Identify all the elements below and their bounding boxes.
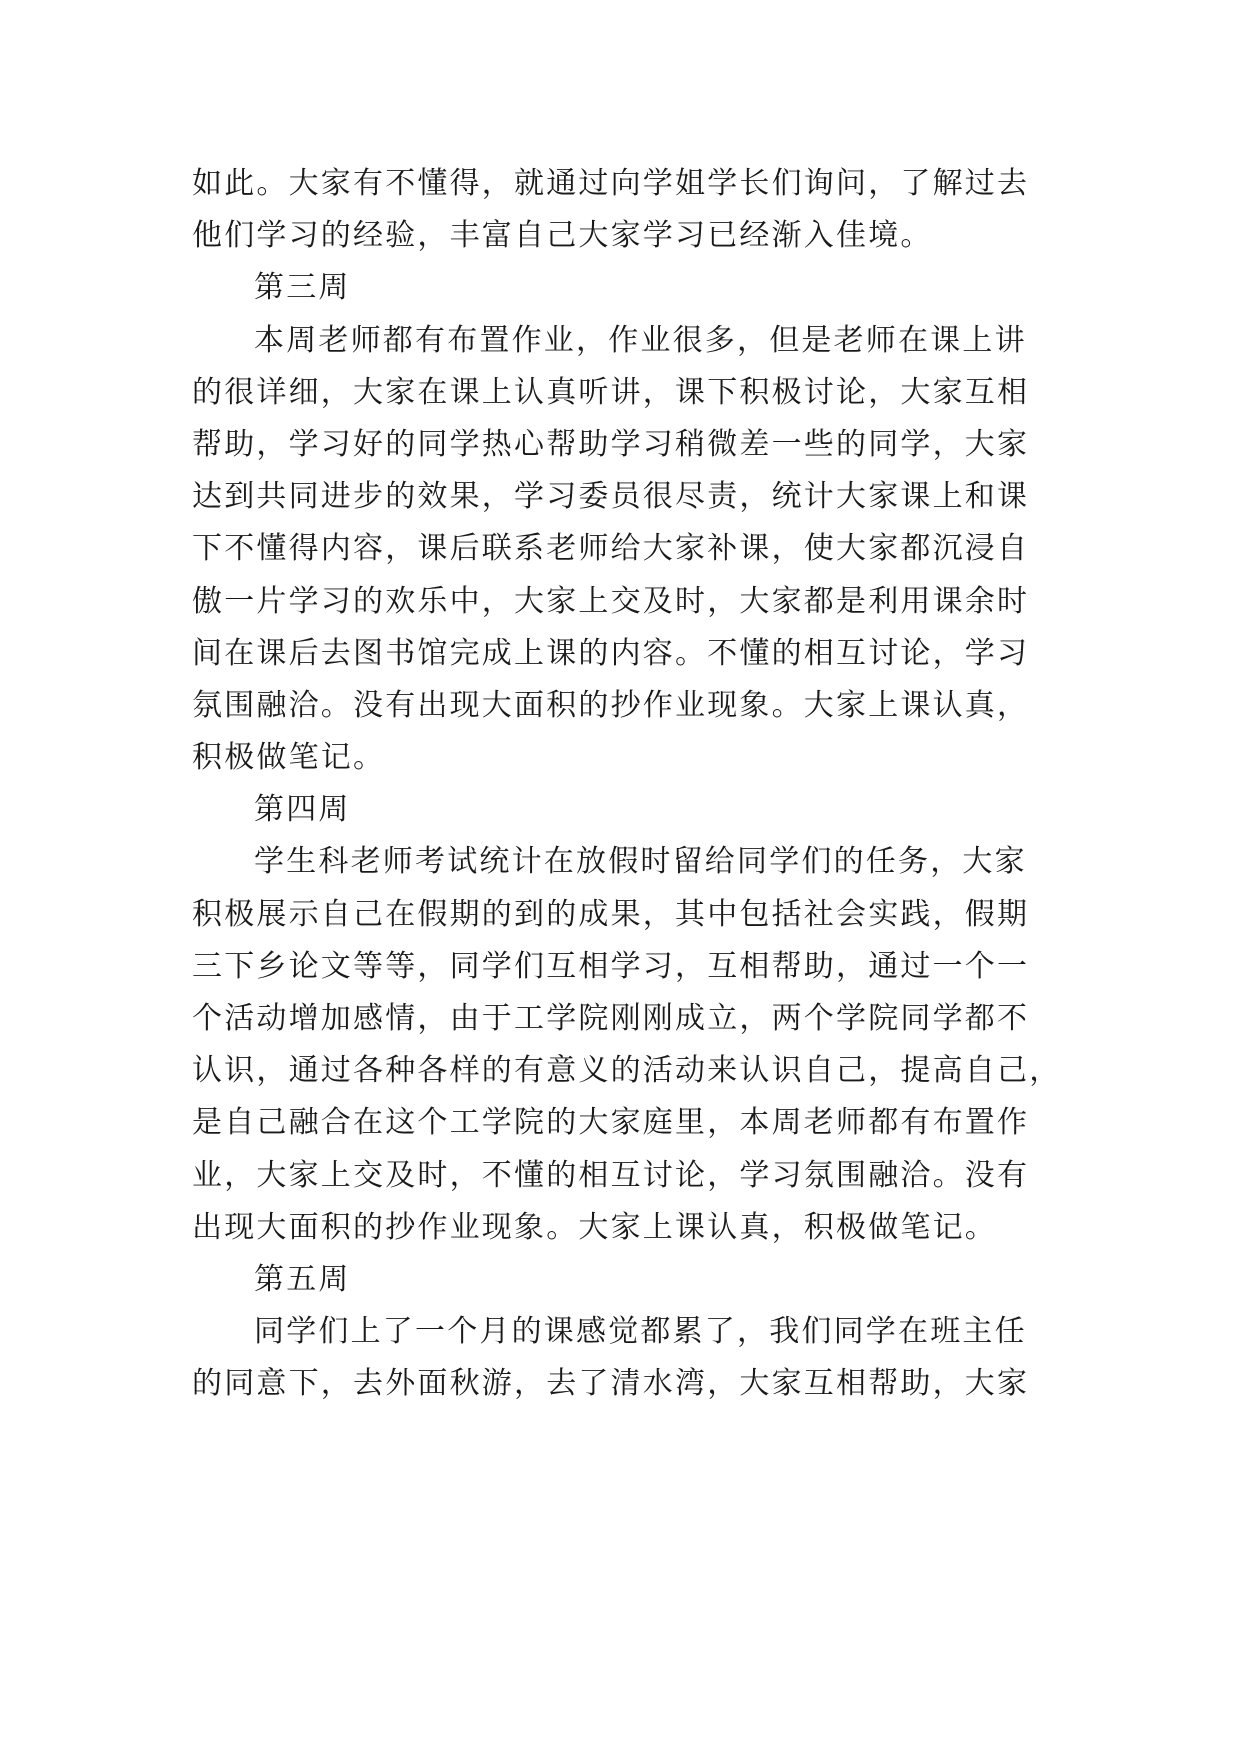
paragraph-line: 下不懂得内容，课后联系老师给大家补课，使大家都沉浸自 [192, 531, 1030, 567]
paragraph-line: 傲一片学习的欢乐中，大家上交及时，大家都是利用课余时 [192, 583, 1030, 619]
paragraph-line: 达到共同进步的效果，学习委员很尽责，统计大家课上和课 [192, 479, 1030, 515]
paragraph-line: 是自己融合在这个工学院的大家庭里，本周老师都有布置作 [192, 1105, 1030, 1141]
paragraph-line: 积极展示自己在假期的到的成果，其中包括社会实践，假期 [192, 896, 1030, 932]
section-heading-week-4: 第四周 [254, 792, 351, 828]
paragraph-line: 个活动增加感情，由于工学院刚刚成立，两个学院同学都不 [192, 1001, 1030, 1036]
paragraph-first-line: 学生科老师考试统计在放假时留给同学们的任务，大家 [254, 844, 1027, 880]
paragraph-line: 如此。大家有不懂得，就通过向学姐学长们询问，了解过去 [192, 166, 1030, 201]
section-heading-week-5: 第五周 [254, 1261, 351, 1297]
section-heading-week-3: 第三周 [254, 270, 351, 306]
paragraph-line: 业，大家上交及时，不懂的相互讨论，学习氛围融洽。没有 [192, 1157, 1030, 1193]
paragraph-line: 出现大面积的抄作业现象。大家上课认真，积极做笔记。 [192, 1209, 997, 1245]
paragraph-line: 的很详细，大家在课上认真听讲，课下积极讨论，大家互相 [192, 374, 1030, 410]
paragraph-first-line: 本周老师都有布置作业，作业很多，但是老师在课上讲 [254, 322, 1027, 358]
paragraph-line: 帮助，学习好的同学热心帮助学习稍微差一些的同学，大家 [192, 426, 1030, 462]
paragraph-line: 间在课后去图书馆完成上课的内容。不懂的相互讨论，学习 [192, 635, 1030, 671]
paragraph-line: 他们学习的经验，丰富自己大家学习已经渐入佳境。 [192, 218, 933, 254]
paragraph-line: 的同意下，去外面秋游，去了清水湾，大家互相帮助，大家 [192, 1366, 1030, 1402]
paragraph-line: 氛围融洽。没有出现大面积的抄作业现象。大家上课认真， [192, 687, 1030, 723]
paragraph-line: 积极做笔记。 [192, 740, 386, 776]
paragraph-line: 三下乡论文等等，同学们互相学习，互相帮助，通过一个一 [192, 948, 1030, 984]
paragraph-first-line: 同学们上了一个月的课感觉都累了，我们同学在班主任 [254, 1314, 1027, 1350]
paragraph-line: 认识，通过各种各样的有意义的活动来认识自己，提高自己， [192, 1053, 1062, 1089]
document-body [192, 158, 1062, 1411]
